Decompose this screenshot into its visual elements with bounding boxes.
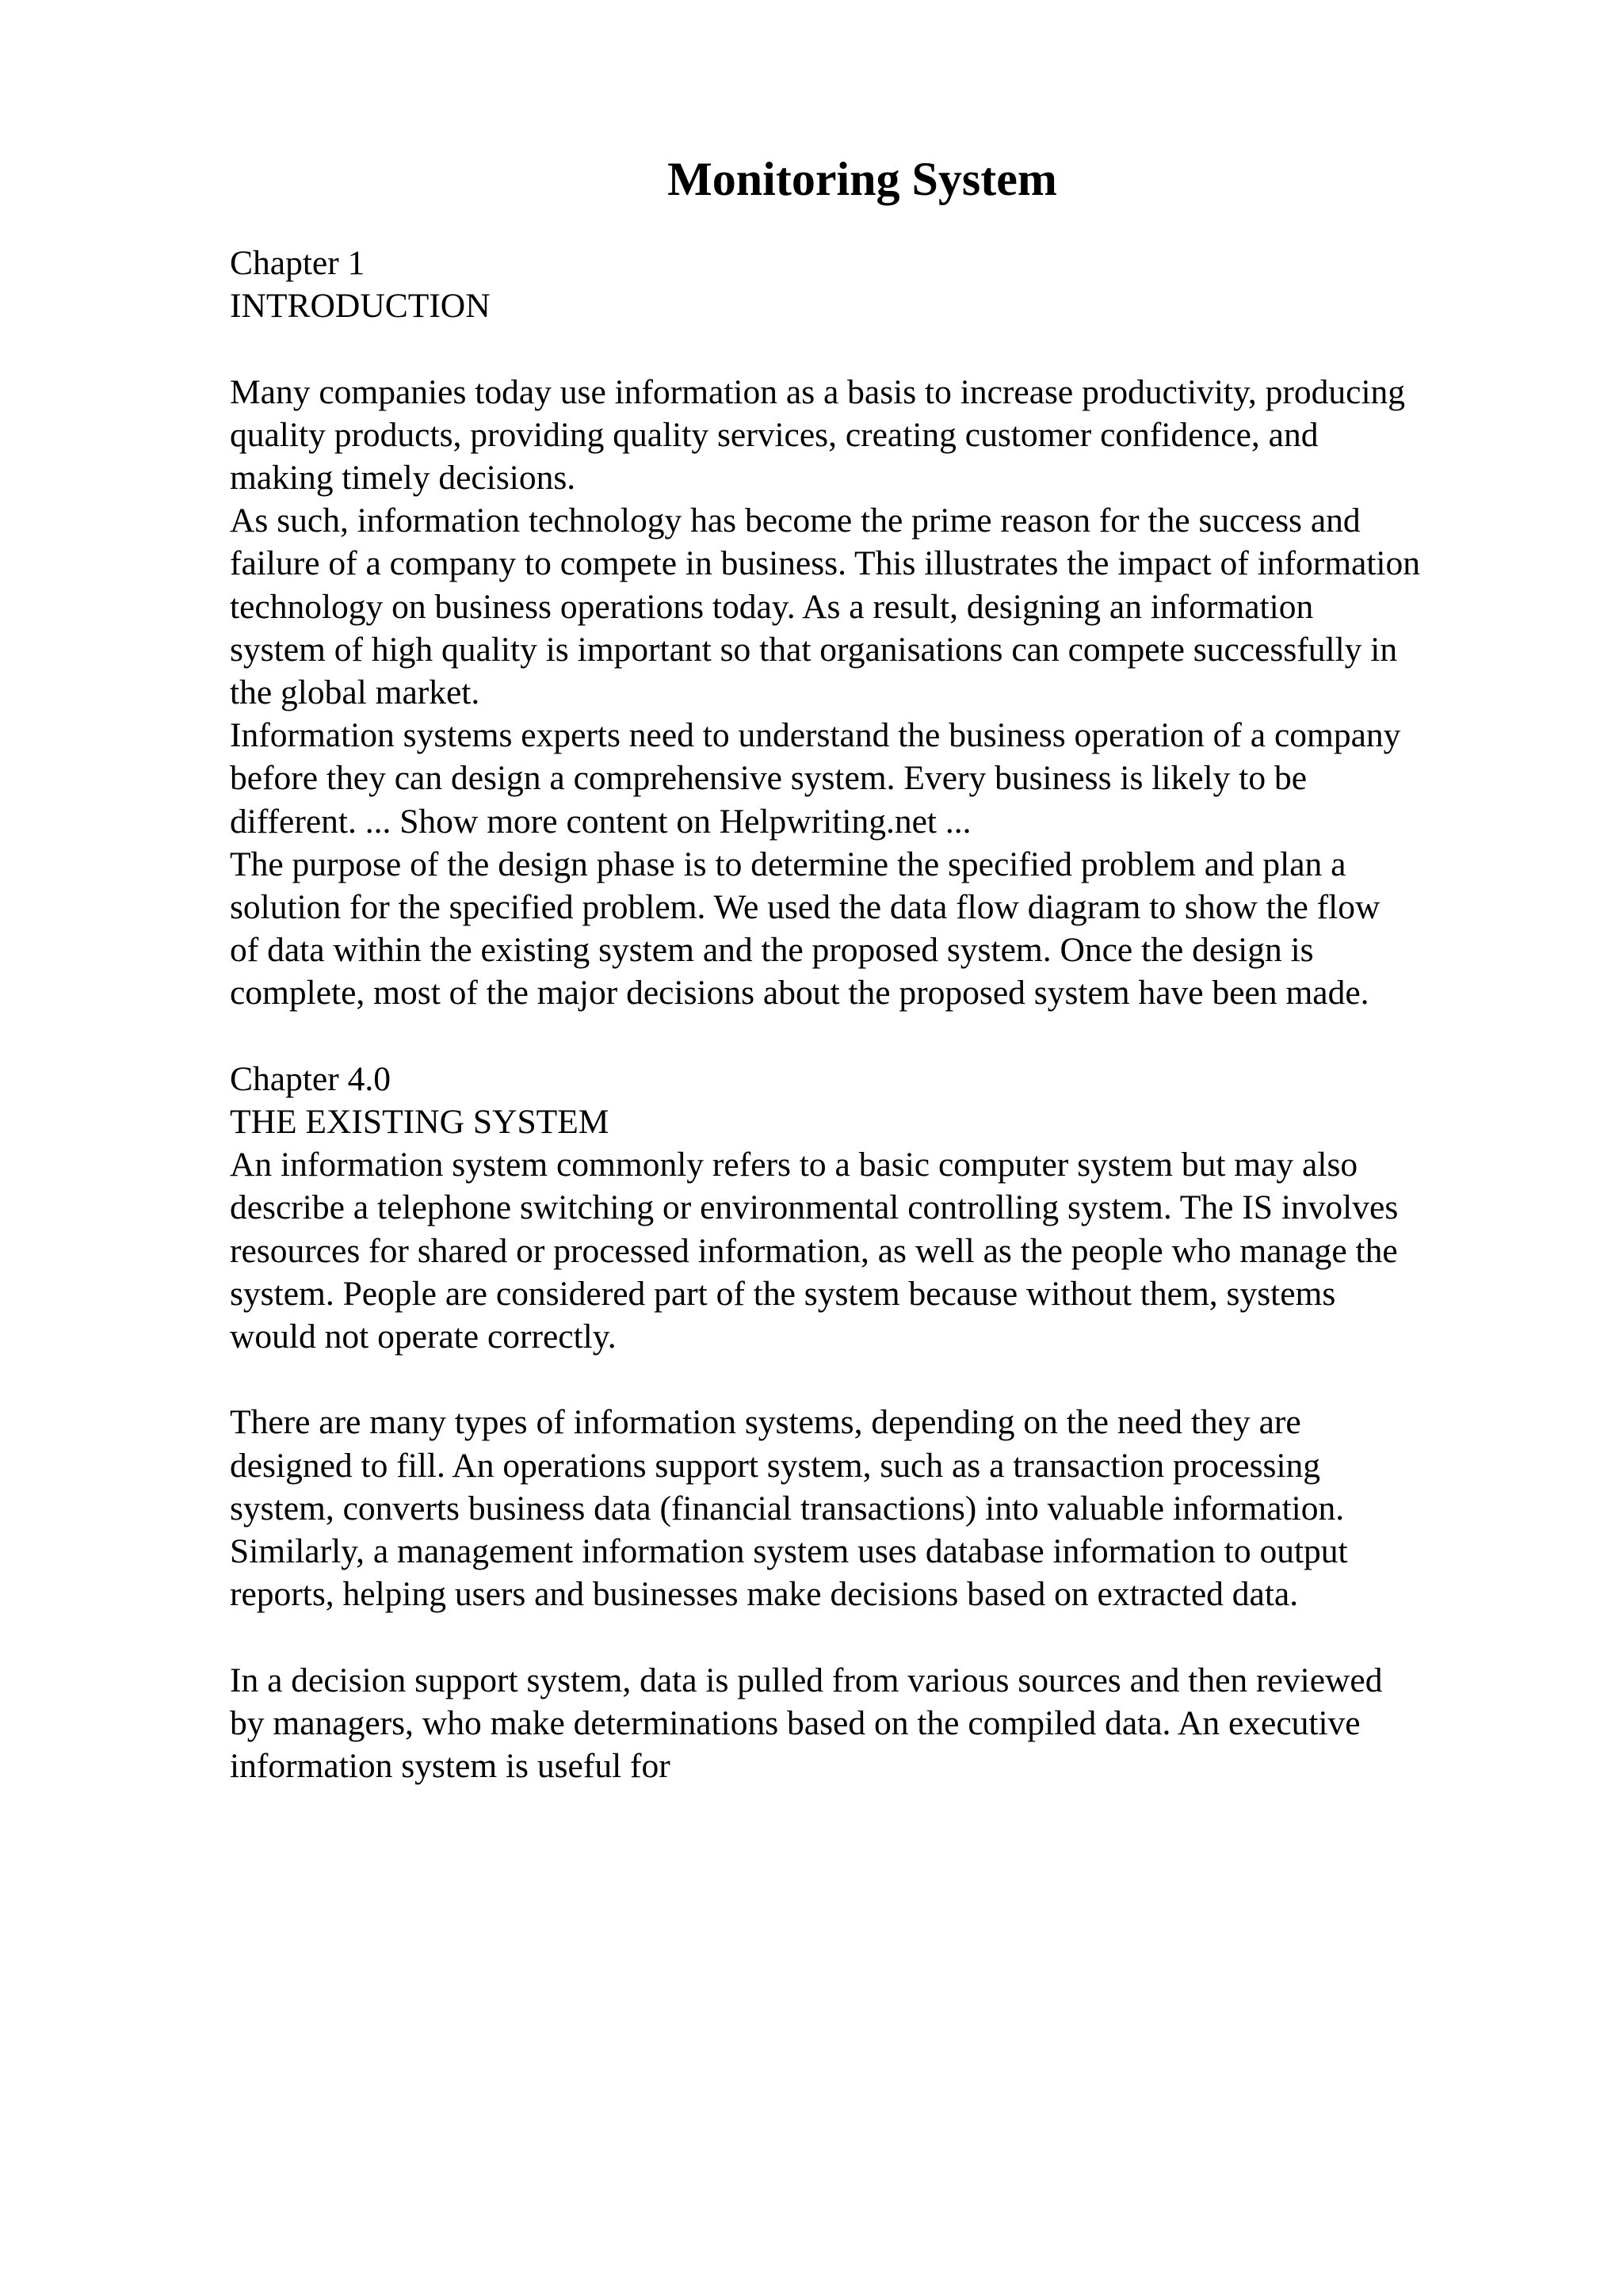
text-line: quality products, providing quality services, creating customer confidence, and [230, 415, 1319, 454]
text-line: would not operate correctly. [230, 1318, 617, 1356]
text-line: the global market. [230, 673, 480, 712]
blank-line [230, 327, 1529, 370]
text-line: solution for the specified problem. We used the data flow diagram to show the flow [230, 888, 1381, 927]
text-line: Many companies today use information as a basis to increase productivity, producing [230, 372, 1406, 411]
text-line: different. ... Show more content on Helpwriting.net ... [230, 802, 972, 841]
text-line: designed to fill. An operations support system, such as a transaction processing [230, 1446, 1321, 1485]
text-line: An information system commonly refers to a basic computer system but may also [230, 1146, 1358, 1184]
document-body [230, 242, 1529, 1787]
text-line: complete, most of the major decisions about the proposed system have been made. [230, 974, 1369, 1013]
text-line: In a decision support system, data is pulled from various sources and then reviewed [230, 1661, 1383, 1699]
text-line: of data within the existing system and the proposed system. Once the design is [230, 931, 1314, 970]
text-line: The purpose of the design phase is to determine the specified problem and plan a [230, 845, 1346, 883]
text-line: technology on business operations today. As a result, designing an information [230, 587, 1314, 626]
text-line: Chapter 1 [230, 244, 365, 282]
page-title: Monitoring System [667, 153, 1057, 205]
text-line: system. People are considered part of the system because without them, systems [230, 1274, 1336, 1313]
blank-line [230, 1015, 1529, 1058]
text-line: system of high quality is important so that organisations can compete successfully in [230, 630, 1398, 669]
blank-line [230, 1615, 1529, 1658]
blank-line [230, 1358, 1529, 1401]
text-line: information system is useful for [230, 1747, 670, 1786]
text-line: THE EXISTING SYSTEM [230, 1103, 609, 1142]
text-line: Chapter 4.0 [230, 1059, 391, 1098]
text-line: INTRODUCTION [230, 287, 491, 326]
text-line: before they can design a comprehensive system. Every business is likely to be [230, 759, 1308, 798]
text-line: failure of a company to compete in business. This illustrates the impact of information [230, 544, 1421, 583]
text-line: describe a telephone switching or environmental controlling system. The IS involves [230, 1188, 1399, 1227]
text-line: resources for shared or processed information, as well as the people who manage the [230, 1231, 1398, 1270]
text-line: by managers, who make determinations based on the compiled data. An executive [230, 1703, 1361, 1742]
text-line: system, converts business data (financial transactions) into valuable information. [230, 1489, 1345, 1527]
text-line: making timely decisions. [230, 459, 576, 497]
text-line: Information systems experts need to understand the business operation of a company [230, 716, 1401, 755]
text-line: reports, helping users and businesses make decisions based on extracted data. [230, 1575, 1299, 1614]
text-line: As such, information technology has become the prime reason for the success and [230, 502, 1361, 540]
text-line: Similarly, a management information system uses database information to output [230, 1532, 1348, 1571]
text-line: There are many types of information systems, depending on the need they are [230, 1403, 1301, 1442]
